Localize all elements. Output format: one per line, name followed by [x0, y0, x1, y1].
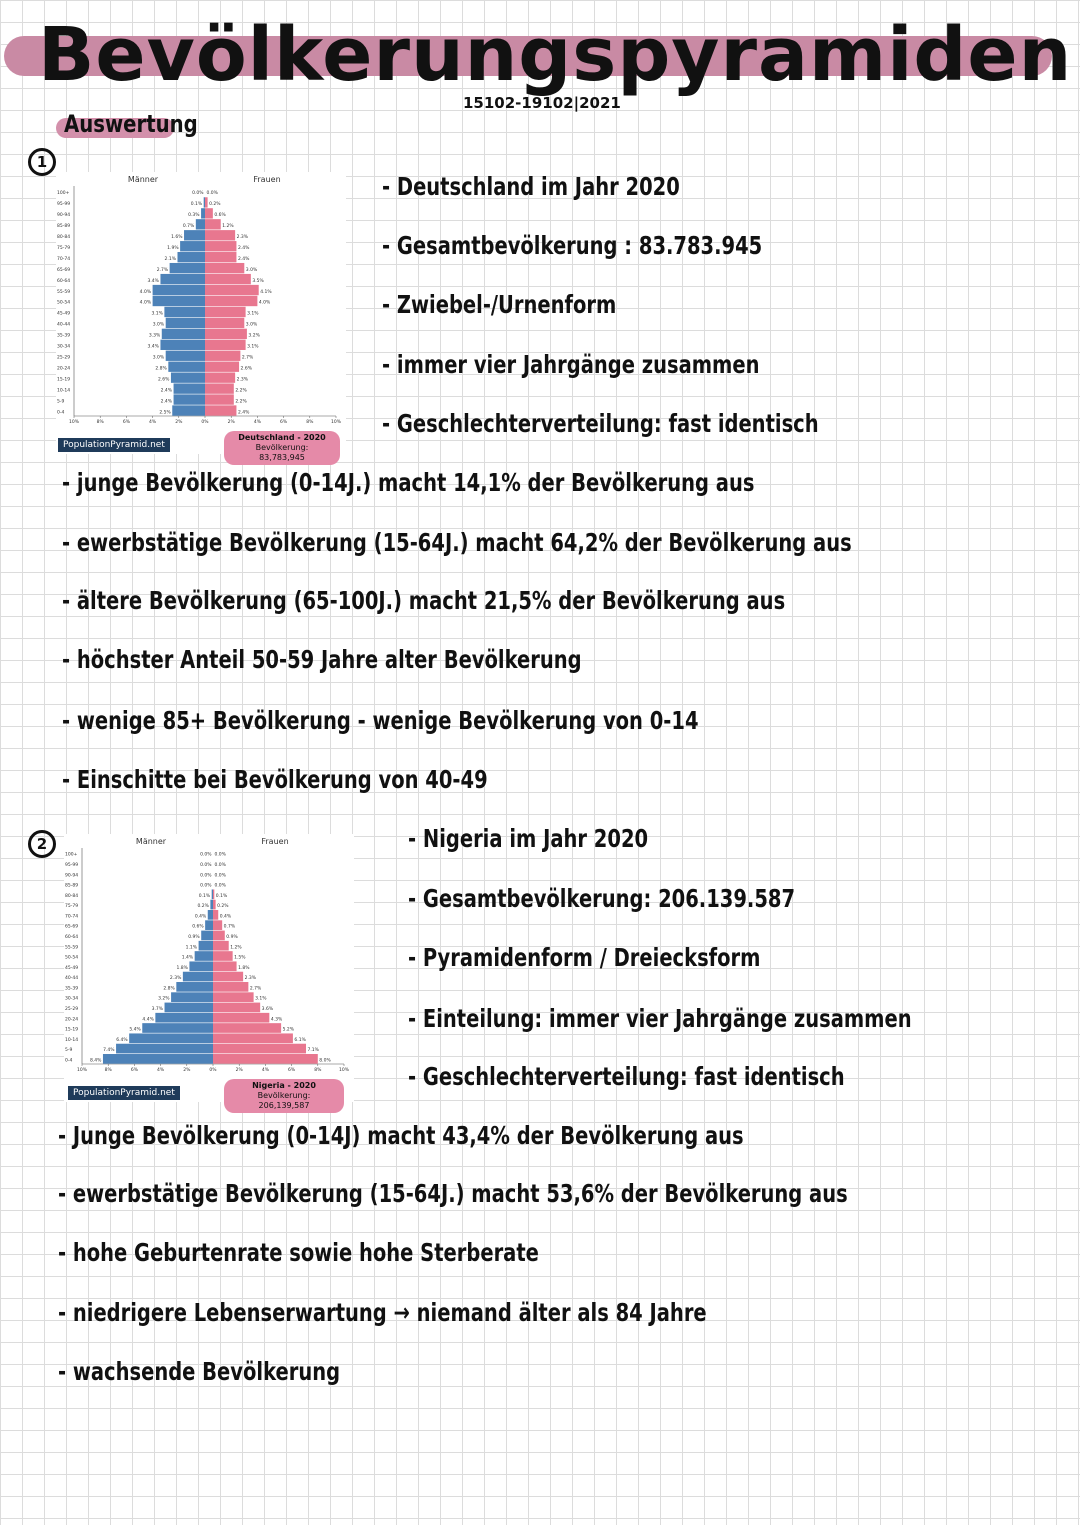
x-tick-label: 8% — [306, 420, 314, 425]
female-value-label: 0.4% — [219, 914, 232, 920]
male-value-label: 3.3% — [148, 333, 161, 339]
female-bar — [205, 241, 236, 251]
female-value-label: 3.5% — [252, 278, 264, 284]
male-value-label: 3.2% — [158, 996, 170, 1002]
age-tick-label: 35-39 — [65, 986, 79, 992]
female-value-label: 2.3% — [236, 377, 249, 383]
female-value-label: 0.0% — [214, 873, 226, 879]
female-value-label: 0.7% — [223, 924, 236, 930]
male-value-label: 6.4% — [116, 1037, 128, 1043]
male-bar — [162, 329, 205, 339]
female-bar — [205, 230, 235, 240]
note-line: - Gesamtbevölkerung: 206.139.587 — [408, 884, 796, 913]
male-value-label: 2.7% — [156, 267, 169, 273]
section-subtitle: Auswertung — [64, 110, 198, 138]
male-bar — [129, 1033, 213, 1043]
age-tick-label: 70-74 — [57, 256, 71, 262]
male-bar — [153, 285, 205, 295]
age-tick-label: 30-34 — [65, 996, 79, 1002]
female-bar — [213, 1033, 293, 1043]
age-tick-label: 10-14 — [57, 388, 71, 394]
age-tick-label: 25-29 — [57, 355, 71, 361]
age-tick-label: 100+ — [57, 191, 70, 197]
male-value-label: 0.3% — [188, 213, 200, 219]
age-tick-label: 55-59 — [57, 289, 71, 295]
male-bar — [160, 274, 205, 284]
female-bar — [213, 1054, 318, 1064]
male-value-label: 3.0% — [152, 322, 165, 328]
age-tick-label: 45-49 — [65, 965, 79, 971]
male-value-label: 2.6% — [158, 377, 170, 383]
female-bar — [205, 285, 259, 295]
female-bar — [205, 372, 235, 382]
female-bar — [205, 252, 236, 262]
female-bar — [205, 340, 246, 350]
male-value-label: 7.4% — [103, 1048, 115, 1054]
note-line: - Nigeria im Jahr 2020 — [408, 824, 649, 853]
x-tick-label: 6% — [288, 1068, 296, 1073]
male-value-label: 0.0% — [200, 852, 212, 858]
note-line: - wachsende Bevölkerung — [58, 1357, 341, 1386]
brand-label: PopulationPyramid.net — [68, 1086, 180, 1100]
female-value-label: 3.2% — [248, 333, 260, 339]
age-tick-label: 40-44 — [57, 322, 71, 328]
x-tick-label: 2% — [183, 1068, 191, 1073]
male-value-label: 8.4% — [90, 1058, 102, 1064]
male-value-label: 0.2% — [197, 904, 209, 910]
section-number-2: 2 — [28, 830, 56, 858]
note-line: - Pyramidenform / Dreiecksform — [408, 943, 761, 972]
caption-title: Nigeria - 2020 — [252, 1081, 316, 1090]
x-tick-label: 10% — [338, 1068, 350, 1073]
x-tick-label: 4% — [253, 420, 261, 425]
male-value-label: 0.0% — [200, 873, 212, 879]
male-bar — [212, 889, 213, 899]
male-value-label: 2.5% — [159, 410, 171, 416]
male-bar — [199, 941, 213, 951]
x-tick-label: 8% — [104, 1068, 112, 1073]
x-tick-label: 8% — [314, 1068, 322, 1073]
age-tick-label: 10-14 — [65, 1037, 79, 1043]
male-bar — [196, 219, 205, 229]
age-tick-label: 5-9 — [57, 399, 65, 405]
male-bar — [177, 252, 205, 262]
female-value-label: 2.3% — [244, 976, 257, 982]
male-value-label: 1.8% — [176, 965, 188, 971]
female-bar — [205, 318, 244, 328]
x-tick-label: 10% — [76, 1068, 88, 1073]
male-bar — [160, 340, 205, 350]
male-bar — [184, 230, 205, 240]
age-tick-label: 80-84 — [65, 893, 79, 899]
age-tick-label: 70-74 — [65, 914, 79, 920]
male-bar — [201, 931, 213, 941]
female-value-label: 0.0% — [214, 883, 226, 889]
male-bar — [165, 1003, 213, 1013]
age-tick-label: 35-39 — [57, 333, 71, 339]
female-value-label: 1.2% — [230, 945, 242, 951]
male-bar — [208, 910, 213, 920]
age-tick-label: 0-4 — [65, 1058, 73, 1064]
age-tick-label: 15-19 — [57, 377, 71, 383]
x-tick-label: 4% — [261, 1068, 269, 1073]
male-bar — [166, 318, 205, 328]
female-bar — [213, 972, 243, 982]
male-value-label: 1.9% — [167, 245, 179, 251]
note-line: - Junge Bevölkerung (0-14J) macht 43,4% der Bevölkerung aus — [58, 1121, 744, 1150]
x-tick-label: 2% — [175, 420, 183, 425]
female-bar — [205, 362, 239, 372]
caption-title: Deutschland - 2020 — [238, 433, 326, 442]
male-bar — [166, 351, 205, 361]
age-tick-label: 20-24 — [65, 1017, 79, 1023]
page-title: Bevölkerungspyramiden — [38, 12, 1073, 98]
female-bar — [205, 263, 244, 273]
pyramid-svg-germany — [56, 172, 346, 454]
female-value-label: 3.1% — [247, 344, 259, 350]
age-tick-label: 50-54 — [65, 955, 79, 961]
male-value-label: 2.8% — [163, 986, 175, 992]
right-group-label: Frauen — [253, 175, 281, 184]
note-line: - niedrigere Lebenserwartung → niemand älter als 84 Jahre — [58, 1298, 707, 1327]
male-value-label: 2.4% — [160, 399, 173, 405]
x-tick-label: 0% — [201, 420, 209, 425]
age-tick-label: 55-59 — [65, 945, 79, 951]
age-tick-label: 15-19 — [65, 1027, 79, 1033]
male-bar — [116, 1044, 213, 1054]
female-bar — [213, 900, 216, 910]
male-value-label: 2.8% — [155, 366, 167, 372]
x-tick-label: 4% — [157, 1068, 165, 1073]
male-bar — [174, 383, 205, 393]
female-bar — [205, 296, 257, 306]
male-value-label: 0.0% — [200, 863, 212, 868]
female-bar — [213, 961, 237, 971]
male-value-label: 3.7% — [151, 1007, 164, 1012]
chart-caption — [224, 1079, 344, 1113]
note-line: - Einschitte bei Bevölkerung von 40-49 — [62, 765, 488, 794]
age-tick-label: 50-54 — [57, 300, 71, 306]
male-value-label: 0.0% — [192, 191, 204, 197]
age-tick-label: 90-94 — [57, 213, 71, 219]
male-value-label: 0.1% — [198, 893, 211, 899]
date-label: 15102-19102|2021 — [463, 94, 621, 112]
male-value-label: 2.4% — [160, 388, 173, 394]
x-tick-label: 0% — [209, 1068, 217, 1073]
male-value-label: 5.4% — [129, 1027, 141, 1033]
note-line: - Einteilung: immer vier Jahrgänge zusammen — [408, 1004, 912, 1033]
female-value-label: 2.7% — [249, 986, 262, 992]
age-tick-label: 85-89 — [57, 224, 71, 230]
female-bar — [205, 383, 234, 393]
section-number-1: 1 — [28, 148, 56, 176]
female-value-label: 0.2% — [209, 202, 221, 208]
left-group-label: Männer — [135, 837, 167, 846]
male-bar — [195, 951, 213, 961]
female-value-label: 5.2% — [282, 1027, 295, 1033]
male-value-label: 2.1% — [164, 256, 176, 262]
female-value-label: 2.4% — [237, 256, 250, 262]
age-tick-label: 100+ — [65, 852, 78, 858]
female-bar — [205, 307, 246, 317]
male-bar — [153, 296, 205, 306]
female-value-label: 2.3% — [236, 235, 249, 241]
female-value-label: 2.6% — [240, 366, 252, 372]
female-value-label: 2.2% — [235, 399, 247, 405]
female-bar — [213, 920, 222, 930]
pyramid-chart-germany — [56, 172, 346, 462]
male-value-label: 1.1% — [185, 945, 198, 951]
male-value-label: 0.7% — [182, 224, 195, 230]
age-tick-label: 90-94 — [65, 873, 79, 879]
note-line: - Gesamtbevölkerung : 83.783.945 — [382, 231, 763, 260]
female-value-label: 1.8% — [238, 965, 250, 971]
male-bar — [180, 241, 205, 251]
x-tick-label: 8% — [96, 420, 104, 425]
male-value-label: 0.1% — [190, 202, 203, 208]
female-value-label: 0.1% — [215, 893, 228, 899]
female-value-label: 2.2% — [235, 388, 247, 394]
pyramid-svg-nigeria — [64, 834, 354, 1102]
x-tick-label: 4% — [149, 420, 157, 425]
male-bar — [168, 362, 205, 372]
female-value-label: 8.0% — [319, 1058, 331, 1064]
male-value-label: 4.4% — [142, 1017, 154, 1023]
note-line: - junge Bevölkerung (0-14J.) macht 14,1% der Bevölkerung aus — [62, 468, 755, 497]
female-value-label: 0.0% — [214, 863, 226, 868]
x-tick-label: 6% — [280, 420, 288, 425]
age-tick-label: 75-79 — [57, 245, 71, 251]
female-bar — [205, 405, 236, 415]
female-value-label: 4.3% — [270, 1017, 283, 1023]
x-tick-label: 10% — [330, 420, 342, 425]
male-value-label: 3.4% — [147, 278, 159, 284]
pyramid-chart-nigeria — [64, 834, 354, 1110]
female-bar — [205, 394, 234, 404]
note-line: - Geschlechterverteilung: fast identisch — [408, 1062, 845, 1091]
note-line: - Zwiebel-/Urnenform — [382, 290, 617, 319]
right-group-label: Frauen — [261, 837, 289, 846]
male-value-label: 0.0% — [200, 883, 212, 889]
female-value-label: 3.1% — [255, 996, 267, 1002]
x-tick-label: 6% — [130, 1068, 138, 1073]
female-bar — [205, 329, 247, 339]
age-tick-label: 0-4 — [57, 410, 65, 416]
male-bar — [174, 394, 205, 404]
female-bar — [213, 992, 254, 1002]
age-tick-label: 30-34 — [57, 344, 71, 350]
male-bar — [205, 920, 213, 930]
note-line: - ewerbstätige Bevölkerung (15-64J.) macht 53,6% der Bevölkerung aus — [58, 1179, 848, 1208]
note-line: - hohe Geburtenrate sowie hohe Sterberate — [58, 1238, 539, 1267]
note-line: - ewerbstätige Bevölkerung (15-64J.) macht 64,2% der Bevölkerung aus — [62, 528, 852, 557]
female-bar — [213, 982, 248, 992]
male-bar — [176, 982, 213, 992]
male-value-label: 2.3% — [169, 976, 182, 982]
note-line: - ältere Bevölkerung (65-100J.) macht 21,5% der Bevölkerung aus — [62, 586, 786, 615]
female-value-label: 4.0% — [258, 300, 271, 306]
note-line: - Deutschland im Jahr 2020 — [382, 172, 680, 201]
female-value-label: 3.1% — [247, 311, 259, 317]
female-bar — [205, 351, 240, 361]
female-bar — [213, 1023, 281, 1033]
female-bar — [213, 1013, 269, 1023]
female-bar — [205, 197, 208, 207]
male-bar — [155, 1013, 213, 1023]
male-value-label: 4.0% — [139, 300, 152, 306]
male-value-label: 3.0% — [152, 355, 165, 361]
male-bar — [189, 961, 213, 971]
x-tick-label: 6% — [122, 420, 130, 425]
x-tick-label: 2% — [227, 420, 235, 425]
male-bar — [164, 307, 205, 317]
age-tick-label: 80-84 — [57, 235, 71, 241]
female-bar — [213, 951, 233, 961]
brand-label: PopulationPyramid.net — [58, 438, 170, 452]
age-tick-label: 85-89 — [65, 883, 79, 889]
female-bar — [213, 941, 229, 951]
female-value-label: 6.1% — [294, 1037, 306, 1043]
age-tick-label: 60-64 — [65, 935, 79, 940]
female-value-label: 2.4% — [237, 245, 250, 251]
x-tick-label: 2% — [235, 1068, 243, 1073]
age-tick-label: 25-29 — [65, 1007, 79, 1012]
female-value-label: 3.6% — [261, 1007, 274, 1012]
chart-caption — [224, 431, 340, 465]
female-bar — [213, 1003, 260, 1013]
female-bar — [213, 910, 218, 920]
age-tick-label: 5-9 — [65, 1048, 73, 1054]
female-value-label: 3.0% — [245, 322, 258, 328]
female-value-label: 7.1% — [307, 1048, 319, 1054]
age-tick-label: 45-49 — [57, 311, 71, 317]
note-line: - wenige 85+ Bevölkerung - wenige Bevölkerung von 0-14 — [62, 706, 699, 735]
male-bar — [142, 1023, 213, 1033]
female-value-label: 1.2% — [222, 224, 234, 230]
male-bar — [201, 208, 205, 218]
female-bar — [213, 889, 214, 899]
female-bar — [213, 931, 225, 941]
female-value-label: 1.5% — [234, 955, 246, 961]
female-value-label: 0.0% — [206, 191, 218, 197]
male-bar — [210, 900, 213, 910]
male-value-label: 1.6% — [171, 235, 183, 241]
male-value-label: 1.4% — [181, 955, 194, 961]
left-group-label: Männer — [127, 175, 159, 184]
x-tick-label: 10% — [68, 420, 80, 425]
note-line: - immer vier Jahrgänge zusammen — [382, 350, 760, 379]
female-bar — [205, 208, 213, 218]
male-bar — [170, 263, 205, 273]
female-bar — [205, 274, 251, 284]
male-bar — [171, 992, 213, 1002]
female-value-label: 0.2% — [217, 904, 229, 910]
female-value-label: 0.9% — [226, 935, 238, 940]
age-tick-label: 95-99 — [65, 863, 79, 868]
age-tick-label: 20-24 — [57, 366, 71, 372]
female-value-label: 2.7% — [241, 355, 254, 361]
female-value-label: 0.6% — [214, 213, 226, 219]
male-value-label: 0.6% — [192, 924, 204, 930]
male-value-label: 3.1% — [151, 311, 163, 317]
caption-sub: Bevölkerung: 206,139,587 — [257, 1091, 311, 1110]
male-bar — [171, 372, 205, 382]
female-value-label: 0.0% — [214, 852, 226, 858]
female-bar — [213, 1044, 306, 1054]
age-tick-label: 60-64 — [57, 278, 71, 284]
male-value-label: 0.4% — [194, 914, 207, 920]
male-bar — [183, 972, 213, 982]
male-value-label: 0.9% — [188, 935, 200, 940]
age-tick-label: 65-69 — [65, 924, 79, 930]
age-tick-label: 95-99 — [57, 202, 71, 208]
male-value-label: 3.4% — [147, 344, 159, 350]
age-tick-label: 65-69 — [57, 267, 71, 273]
male-bar — [103, 1054, 213, 1064]
caption-sub: Bevölkerung: 83,783,945 — [255, 443, 309, 462]
note-line: - höchster Anteil 50-59 Jahre alter Bevölkerung — [62, 645, 582, 674]
female-value-label: 4.1% — [260, 289, 272, 295]
male-value-label: 4.0% — [139, 289, 152, 295]
female-bar — [205, 219, 221, 229]
male-bar — [172, 405, 205, 415]
female-value-label: 3.0% — [245, 267, 258, 273]
female-value-label: 2.4% — [237, 410, 250, 416]
note-line: - Geschlechterverteilung: fast identisch — [382, 409, 819, 438]
age-tick-label: 75-79 — [65, 904, 79, 910]
age-tick-label: 40-44 — [65, 976, 79, 982]
male-bar — [204, 197, 205, 207]
